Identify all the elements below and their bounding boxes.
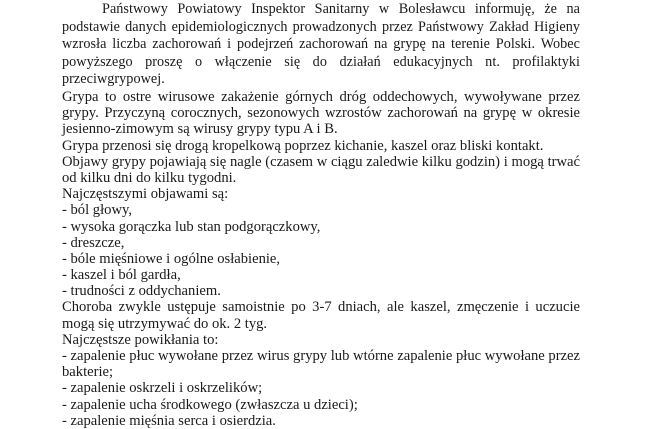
text-line: jesienno-zimowym są wirusy grypy typu A i B. bbox=[62, 121, 338, 138]
text-line: Najczęstsze powikłania to: bbox=[62, 331, 219, 348]
body-text bbox=[62, 89, 580, 429]
text-line: - ból głowy, bbox=[62, 202, 132, 219]
text-line: Choroba zwykle ustępuje samoistnie po 3-7 dniach, ale kaszel, zmęczenie i uczucie bbox=[62, 299, 580, 316]
text-line: - bóle mięśniowe i ogólne osłabienie, bbox=[62, 250, 281, 267]
text-line: - wysoka gorączka lub stan podgorączkowy, bbox=[62, 218, 321, 235]
text-line: od kilku dni do kilku tygodni. bbox=[62, 169, 237, 186]
text-line: - zapalenie ucha środkowego (zwłaszcza u dzieci); bbox=[62, 396, 358, 413]
text-line: - zapalenie mięśnia serca i osierdzia. bbox=[62, 412, 276, 429]
text-line: - trudności z oddychaniem. bbox=[62, 283, 221, 300]
text-line: grypy. Przyczyną corocznych, sezonowych wzrostów zachorowań na grypę w okresie bbox=[62, 105, 580, 122]
text-line: - zapalenie oskrzeli i oskrzelików; bbox=[62, 380, 263, 397]
text-line: Objawy grypy pojawiają się nagle (czasem w ciągu zaledwie kilku godzin) i mogą trwać bbox=[62, 153, 580, 170]
text-line: - dreszcze, bbox=[62, 234, 125, 251]
text-line: bakterie; bbox=[62, 364, 114, 381]
text-line: - zapalenie płuc wywołane przez wirus grypy lub wtórne zapalenie płuc wywołane przez bbox=[62, 348, 580, 364]
text-line: - kaszel i ból gardła, bbox=[62, 267, 181, 284]
text-line: mogą się utrzymywać do ok. 2 tyg. bbox=[62, 315, 268, 332]
intro-paragraph: Państwowy Powiatowy Inspektor Sanitarny w Bolesławcu informuję, że na podstawie danych epidemiologicznych prowadzonych przez Państwowy Zakład Higieny wzrosła liczba zachorowań i podejrzeń zachorowań na grypę na terenie Polski. Wobec powyższego proszę o włączenie się do działań edukacyjnych nt. profilaktyki przeciwgrypowej. bbox=[62, 1, 580, 87]
text-line: Najczęstszymi objawami są: bbox=[62, 186, 229, 203]
text-line: Grypa to ostre wirusowe zakażenie górnych dróg oddechowych, wywoływane przez bbox=[62, 89, 580, 105]
text-line: Grypa przenosi się drogą kropelkową poprzez kichanie, kaszel oraz bliski kontakt. bbox=[62, 137, 544, 154]
